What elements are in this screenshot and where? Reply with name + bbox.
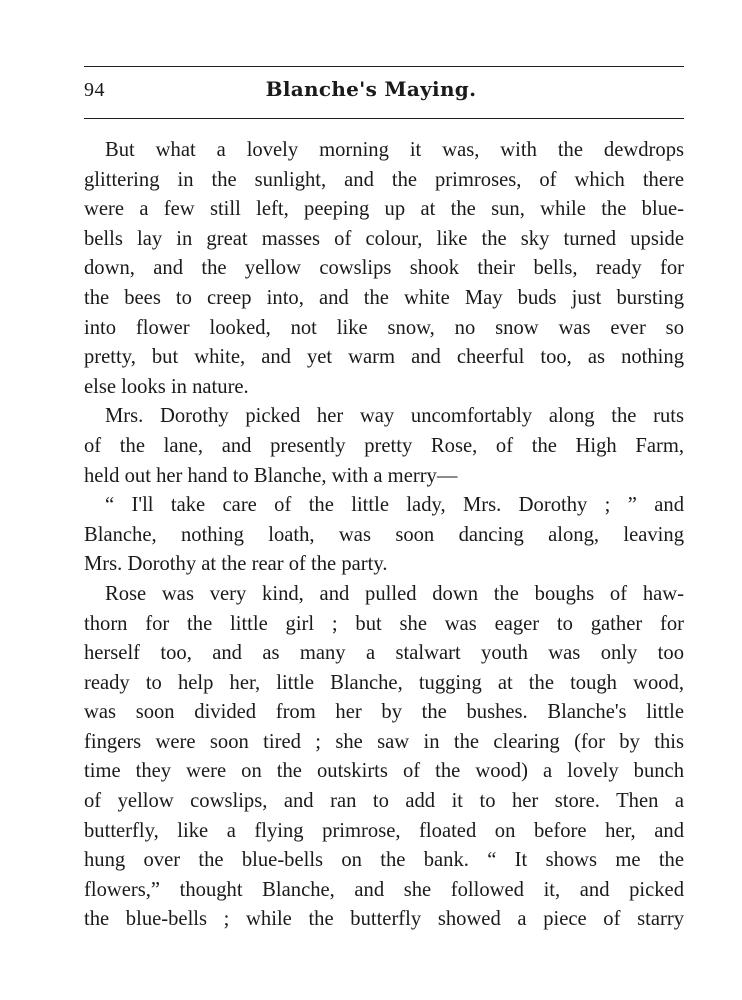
- text-line: butterfly, like a flying primrose, floated on before her, and: [84, 819, 684, 842]
- text-line: But what a lovely morning it was, with the dewdrops: [105, 139, 684, 161]
- text-line: Mrs. Dorothy at the rear of the party.: [84, 553, 388, 576]
- text-line: fingers were soon tired ; she saw in the clearing (for by this: [84, 730, 684, 753]
- text-line: was soon divided from her by the bushes. Blanche's little: [84, 701, 684, 724]
- text-line: were a few still left, peeping up at the sun, while the blue-: [84, 198, 684, 221]
- text-line: of yellow cowslips, and ran to add it to her store. Then a: [84, 790, 684, 813]
- text-line: else looks in nature.: [84, 375, 249, 398]
- text-line: time they were on the outskirts of the wood) a lovely bunch: [84, 760, 684, 783]
- text-line: ready to help her, little Blanche, tugging at the tough wood,: [84, 671, 684, 694]
- text-line: held out her hand to Blanche, with a merry—: [84, 464, 458, 487]
- header-bottom-rule: [84, 118, 684, 119]
- page-number: 94: [84, 79, 105, 101]
- text-line: herself too, and as many a stalwart youth was only too: [84, 642, 684, 665]
- text-line: flowers,” thought Blanche, and she followed it, and picked: [84, 878, 684, 901]
- text-line: Rose was very kind, and pulled down the boughs of haw-: [105, 582, 684, 605]
- running-title: Blanche's Maying.: [265, 77, 477, 101]
- text-line: Mrs. Dorothy picked her way uncomfortably along the ruts: [105, 405, 684, 428]
- text-line: down, and the yellow cowslips shook their bells, ready for: [84, 257, 684, 280]
- text-line: hung over the blue-bells on the bank. “ It shows me the: [84, 849, 684, 872]
- text-line: Blanche, nothing loath, was soon dancing along, leaving: [84, 523, 684, 546]
- text-line: thorn for the little girl ; but she was eager to gather for: [84, 612, 684, 635]
- text-line: the blue-bells ; while the butterfly showed a piece of starry: [84, 908, 684, 931]
- body-text: [84, 136, 684, 935]
- header-top-rule: [84, 66, 684, 67]
- text-line: the bees to creep into, and the white May buds just bursting: [84, 286, 684, 309]
- text-line: into flower looked, not like snow, no snow was ever so: [84, 316, 684, 339]
- text-line: glittering in the sunlight, and the primroses, of which there: [84, 168, 684, 191]
- text-line: bells lay in great masses of colour, like the sky turned upside: [84, 227, 684, 250]
- text-line: “ I'll take care of the little lady, Mrs. Dorothy ; ” and: [105, 494, 684, 517]
- text-line: pretty, but white, and yet warm and cheerful too, as nothing: [84, 346, 684, 369]
- text-line: of the lane, and presently pretty Rose, of the High Farm,: [84, 434, 684, 457]
